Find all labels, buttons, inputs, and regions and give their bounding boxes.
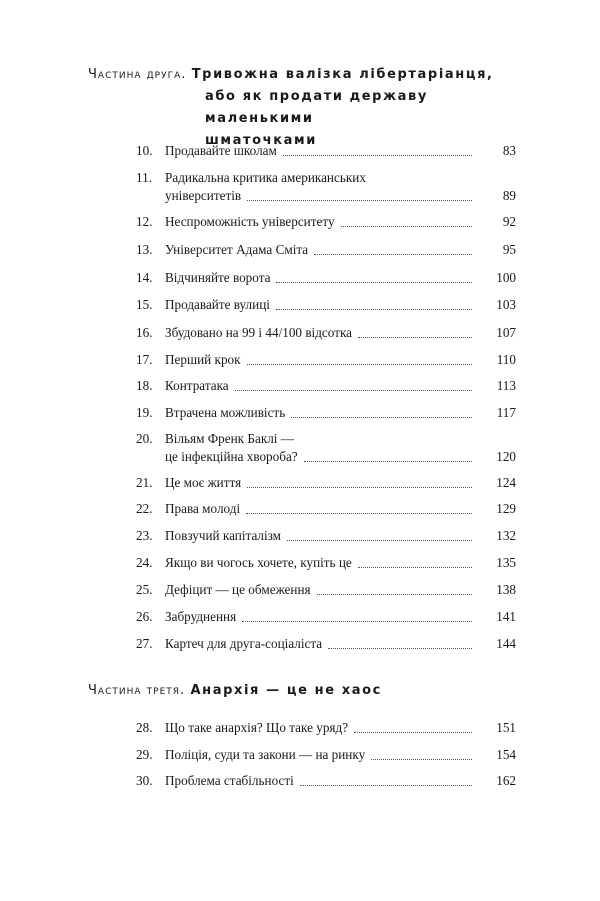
- part-three-title: Анархія — це не хаос: [190, 683, 382, 698]
- toc-entry[interactable]: [0, 270, 600, 288]
- chapter-number: 13.: [136, 242, 153, 257]
- chapter-number: 25.: [136, 582, 153, 597]
- chapter-number: 16.: [136, 325, 153, 340]
- toc-entry[interactable]: [0, 170, 600, 203]
- chapter-title: Що таке анархія? Що таке уряд?: [165, 720, 349, 735]
- toc-entry[interactable]: [0, 325, 600, 343]
- chapter-title: Проблема стабільності: [165, 773, 294, 788]
- chapter-title: Неспроможність університету: [165, 214, 335, 229]
- chapter-title: Якщо ви чогось хочете, купіть це: [165, 555, 352, 570]
- chapter-title: Вільям Френк Баклі —: [165, 431, 294, 446]
- page-number: 110: [496, 352, 516, 367]
- toc-entry[interactable]: [0, 378, 600, 396]
- dot-leader: [354, 732, 472, 733]
- page-number: 141: [496, 609, 516, 624]
- toc-entry[interactable]: [0, 143, 600, 161]
- chapter-title: Дефіцит — це обмеження: [165, 582, 311, 597]
- page-number: 103: [496, 297, 516, 312]
- chapter-title: Втрачена можливість: [165, 405, 286, 420]
- chapter-number: 12.: [136, 214, 153, 229]
- chapter-number: 10.: [136, 143, 153, 158]
- page-number: 120: [496, 449, 516, 464]
- page-number: 95: [502, 242, 516, 257]
- chapter-number: 22.: [136, 501, 153, 516]
- toc-entry[interactable]: [0, 405, 600, 423]
- chapter-title: Відчиняйте ворота: [165, 270, 271, 285]
- toc-entry[interactable]: [0, 475, 600, 493]
- dot-leader: [371, 759, 472, 760]
- chapter-number: 29.: [136, 747, 153, 762]
- toc-entry[interactable]: [0, 501, 600, 519]
- chapter-title: Збудовано на 99 і 44/100 відсотка: [165, 325, 353, 340]
- dot-leader: [276, 309, 472, 310]
- dot-leader: [235, 390, 472, 391]
- chapter-title: Перший крок: [165, 352, 241, 367]
- dot-leader: [317, 594, 472, 595]
- dot-leader: [283, 155, 472, 156]
- chapter-number: 17.: [136, 352, 153, 367]
- chapter-number: 19.: [136, 405, 153, 420]
- page-number: 144: [496, 636, 516, 651]
- chapter-title-continued: університетів: [165, 188, 242, 203]
- toc-entry[interactable]: [0, 431, 600, 464]
- dot-leader: [276, 282, 472, 283]
- dot-leader: [247, 200, 472, 201]
- page-number: 151: [496, 720, 516, 735]
- chapter-number: 20.: [136, 431, 153, 446]
- dot-leader: [246, 513, 472, 514]
- dot-leader: [304, 461, 472, 462]
- dot-leader: [242, 621, 472, 622]
- chapter-number: 14.: [136, 270, 153, 285]
- chapter-number: 24.: [136, 555, 153, 570]
- dot-leader: [287, 540, 472, 541]
- page-number: 83: [502, 143, 516, 158]
- page-number: 117: [496, 405, 516, 420]
- chapter-title: Радикальна критика американських: [165, 170, 366, 185]
- part-three-label: Частина третя.: [88, 683, 186, 698]
- page-number: 135: [496, 555, 516, 570]
- toc-entry[interactable]: [0, 297, 600, 315]
- toc-entry[interactable]: [0, 242, 600, 260]
- dot-leader: [358, 567, 472, 568]
- chapter-number: 30.: [136, 773, 153, 788]
- dot-leader: [291, 417, 472, 418]
- page-number: 107: [496, 325, 516, 340]
- part-two-title-line-3: шматочками: [205, 133, 317, 148]
- chapter-number: 15.: [136, 297, 153, 312]
- toc-entry[interactable]: [0, 636, 600, 654]
- chapter-title-continued: це інфекційна хвороба?: [165, 449, 298, 464]
- toc-entry[interactable]: [0, 609, 600, 627]
- chapter-number: 26.: [136, 609, 153, 624]
- chapter-title: Продавайте школам: [165, 143, 277, 158]
- toc-entry[interactable]: [0, 720, 600, 738]
- chapter-title: Повзучий капіталізм: [165, 528, 282, 543]
- page-number: 129: [496, 501, 516, 516]
- dot-leader: [247, 487, 472, 488]
- toc-entry[interactable]: [0, 582, 600, 600]
- page-number: 154: [496, 747, 516, 762]
- page-number: 138: [496, 582, 516, 597]
- chapter-title: Права молоді: [165, 501, 241, 516]
- chapter-title: Картеч для друга-соціаліста: [165, 636, 323, 651]
- chapter-number: 28.: [136, 720, 153, 735]
- toc-entry[interactable]: [0, 528, 600, 546]
- toc-entry[interactable]: [0, 747, 600, 765]
- toc-entry[interactable]: [0, 773, 600, 791]
- toc-entry[interactable]: [0, 214, 600, 232]
- chapter-number: 21.: [136, 475, 153, 490]
- part-two-title-line-1: Тривожна валізка лібертаріанця,: [191, 67, 494, 82]
- chapter-title: Контратака: [165, 378, 229, 393]
- chapter-number: 11.: [136, 170, 152, 185]
- dot-leader: [314, 254, 472, 255]
- page-number: 89: [502, 188, 516, 203]
- chapter-number: 27.: [136, 636, 153, 651]
- dot-leader: [300, 785, 472, 786]
- page-number: 132: [496, 528, 516, 543]
- chapter-title: Продавайте вулиці: [165, 297, 270, 312]
- dot-leader: [328, 648, 472, 649]
- page-number: 92: [502, 214, 516, 229]
- toc-entry[interactable]: [0, 555, 600, 573]
- chapter-title: Забруднення: [165, 609, 237, 624]
- part-two-title-line-2: або як продати державу маленькими: [205, 89, 428, 126]
- chapter-title: Університет Адама Сміта: [165, 242, 309, 257]
- part-two-label: Частина друга.: [88, 67, 187, 82]
- part-three-heading: [88, 680, 528, 702]
- dot-leader: [358, 337, 472, 338]
- page-number: 162: [496, 773, 516, 788]
- toc-entry[interactable]: [0, 352, 600, 370]
- page-number: 124: [496, 475, 516, 490]
- page-number: 100: [496, 270, 516, 285]
- chapter-number: 23.: [136, 528, 153, 543]
- chapter-number: 18.: [136, 378, 153, 393]
- page-number: 113: [496, 378, 516, 393]
- dot-leader: [341, 226, 472, 227]
- chapter-title: Це моє життя: [165, 475, 242, 490]
- dot-leader: [247, 364, 472, 365]
- part-two-heading: [88, 64, 528, 152]
- chapter-title: Поліція, суди та закони — на ринку: [165, 747, 366, 762]
